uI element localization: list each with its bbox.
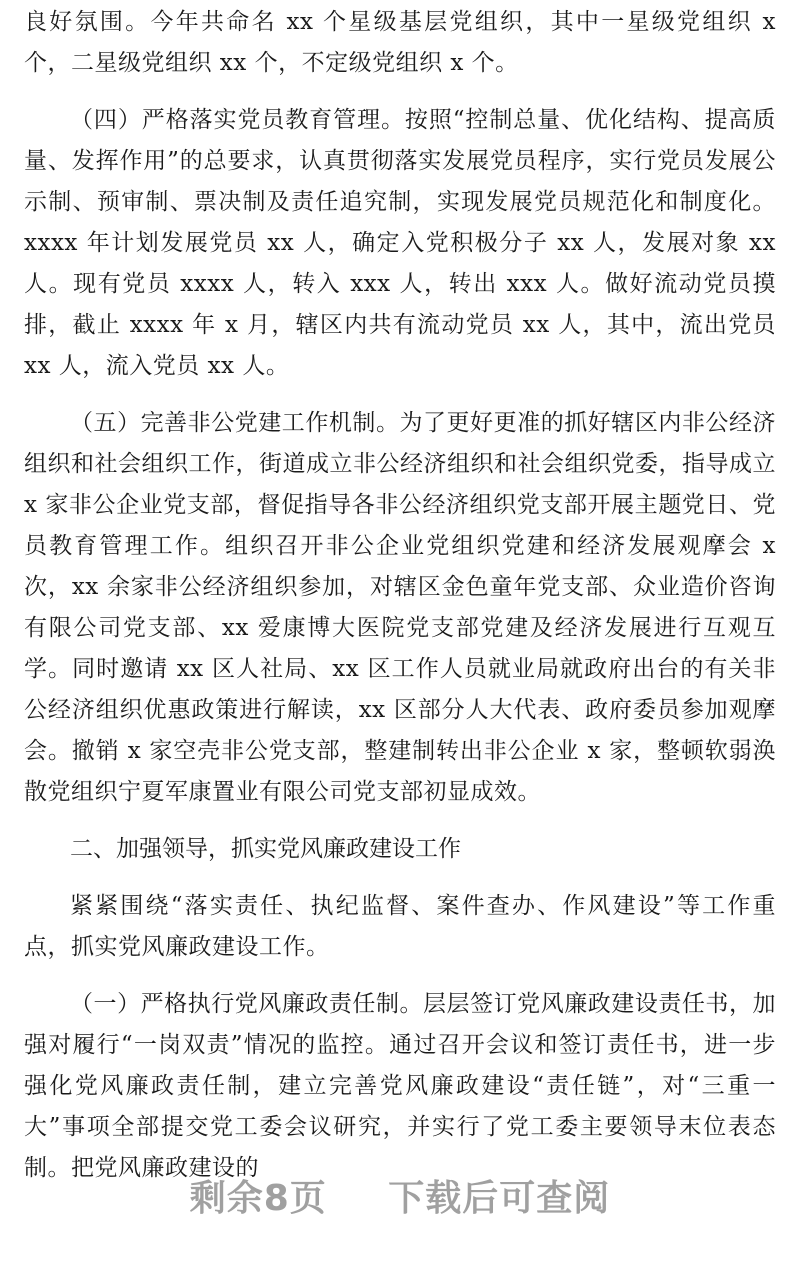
paragraph-non-public-party-building: （五）完善非公党建工作机制。为了更好更准的抓好辖区内非公经济组织和社会组织工作，街道成立非公经济组织和社会组织党委，指导成立 x 家非公企业党支部，督促指导各非公经济组织党支部开展主题党日、党员教育管理工作。组织召开非公企业党组织党建和经济发展观摩会 x 次，xx 余家非公经济组织参加，对辖区金色童年党支部、众业造价咨询有限公司党支部、xx 爱康博大医院党支部党建及经济发展进行互观互学。同时邀请 xx 区人社局、xx 区工作人员就业局就政府出台的有关非公经济组织优惠政策进行解读，xx 区部分人大代表、政府委员参加观摩会。撤销 x 家空壳非公党支部，整建制转出非公企业 x 家，整顿软弱涣散党组织宁夏军康置业有限公司党支部初显成效。 bbox=[24, 410, 776, 805]
section-heading: 二、加强领导，抓实党风廉政建设工作 bbox=[70, 836, 461, 862]
watermark: ​ bbox=[180, 391, 220, 415]
download-to-view-label: 下载后可查阅 bbox=[388, 1178, 611, 1219]
paragraph-section-intro: 紧紧围绕“落实责任、执纪监督、案件查办、作风建设”等工作重点，抓实党风廉政建设工作。 bbox=[24, 893, 776, 960]
document-body bbox=[24, 0, 776, 1205]
download-prompt[interactable] bbox=[0, 1170, 800, 1221]
remaining-pages-label: 剩余8页 bbox=[189, 1178, 327, 1219]
paragraph-responsibility-system: （一）严格执行党风廉政责任制。层层签订党风廉政建设责任书，加强对履行“一岗双责”情况的监控。通过召开会议和签订责任书，进一步强化党风廉政责任制，建立完善党风廉政建设“责任链”，对“三重一大”事项全部提交党工委会议研究，并实行了党工委主要领导末位表态制。把党风廉政建设的 bbox=[24, 991, 776, 1181]
paragraph-continued: 良好氛围。今年共命名 xx 个星级基层党组织，其中一星级党组织 x 个，二星级党组织 xx 个，不定级党组织 x 个。 bbox=[24, 9, 776, 76]
paragraph-party-member-education: （四）严格落实党员教育管理。按照“控制总量、优化结构、提高质量、发挥作用”的总要求，认真贯彻落实发展党员程序，实行党员发展公示制、预审制、票决制及责任追究制，实现发展党员规范化和制度化。xxxx 年计划发展党员 xx 人，确定入党积极分子 xx 人，发展对象 xx 人。现有党员 xxxx 人，转入 xxx 人，转出 xxx 人。做好流动党员摸排，截止 xxxx 年 x 月，辖区内共有流动党员 xx 人，其中，流出党员 xx 人，流入党员 xx 人。 bbox=[24, 107, 777, 379]
